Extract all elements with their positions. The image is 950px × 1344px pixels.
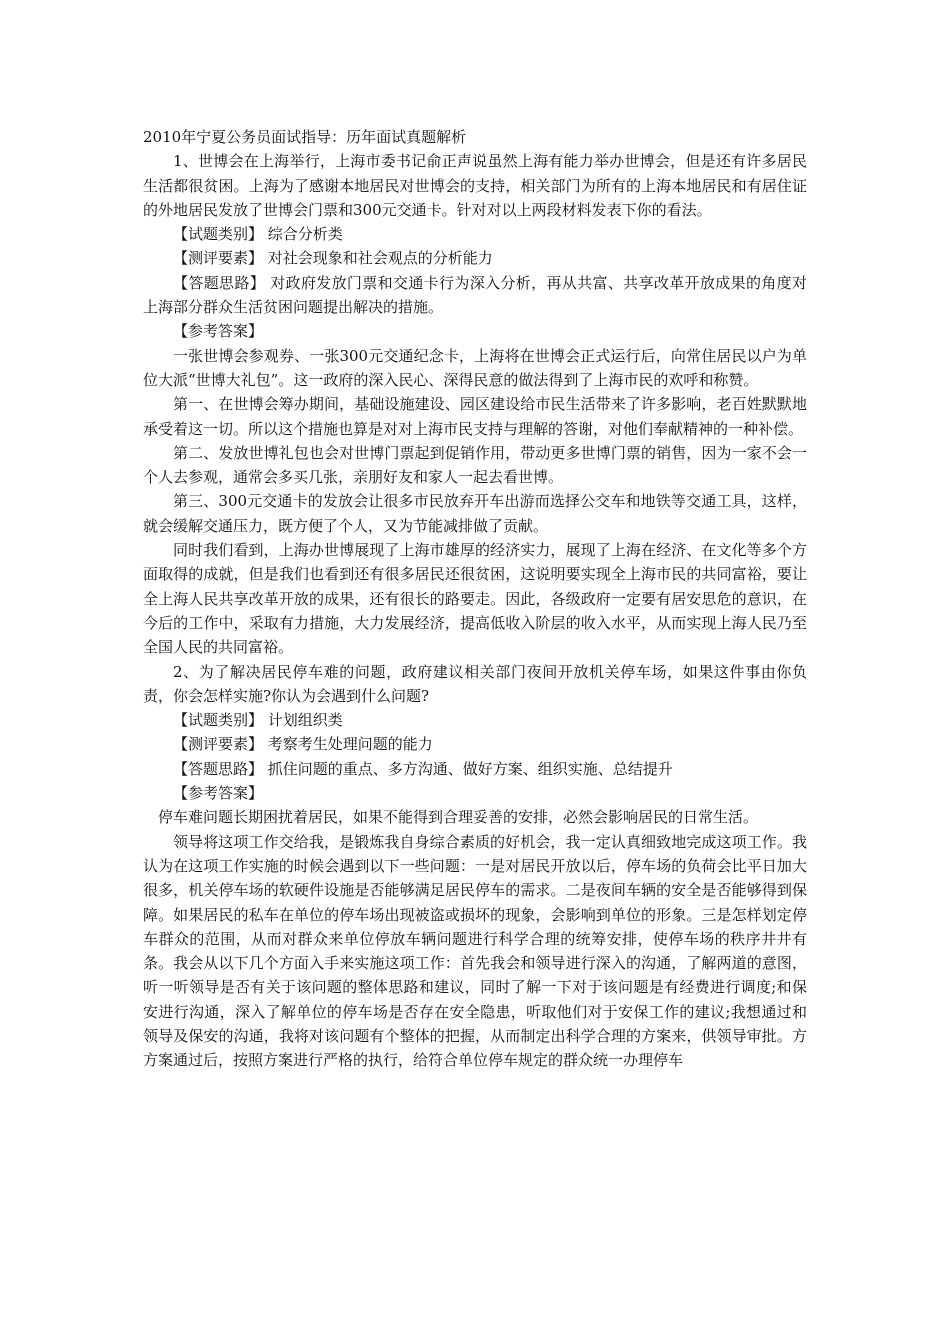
q2-answer-paragraph: 领导将这项工作交给我，是锻炼我自身综合素质的好机会，我一定认真细致地完成这项工作。我认为在这项工作实施的时候会遇到以下一些问题：一是对居民开放以后，停车场的负荷会比平日加大很多，机关停车场的软硬件设施是否能够满足居民停车的需求。二是夜间车辆的安全是否能够得到保障。如果居民的私车在单位的停车场出现被盗或损坏的现象，会影响到单位的形象。三是怎样划定停车群众的范围，从而对群众来单位停放车辆问题进行科学合理的统筹安排，使停车场的秩序井井有条。我会从以下几个方面入手来实施这项工作：首先我会和领导进行深入的沟通，了解两道的意图，听一听领导是否有关于该问题的整体思路和建议，同时了解一下对于该问题是有经费进行调度;和保安进行沟通，深入了解单位的停车场是否存在安全隐患，听取他们对于安保工作的建议;我想通过和领导及保安的沟通，我将对该问题有个整体的把握，从而制定出科学合理的方案来，供领导审批。方方案通过后，按照方案进行严格的执行，给符合单位停车规定的群众统一办理停车 [143, 832, 807, 1070]
q1-answer-paragraph: 第一、在世博会筹办期间，基础设施建设、园区建设给市民生活带来了许多影响，老百姓默默地承受着这一切。所以这个措施也算是对对上海市民支持与理解的答谢，对他们奉献精神的一种补偿。 [143, 395, 807, 438]
q2-category: 【试题类别】 计划组织类 [173, 711, 343, 730]
q2-evaluation-element: 【测评要素】 考察考生处理问题的能力 [173, 735, 433, 754]
question-1: 1、世博会在上海举行，上海市委书记俞正声说虽然上海有能力举办世博会，但是还有许多居民生活都很贫困。上海为了感谢本地居民对世博会的支持，相关部门为所有的上海本地居民和有居住证的外地居民发放了世博会门票和300元交通卡。针对对以上两段材料发表下你的看法。 [143, 152, 807, 219]
document-title: 2010年宁夏公务员面试指导：历年面试真题解析 [143, 128, 467, 146]
q2-answer-paragraph: 停车难问题长期困扰着居民，如果不能得到合理妥善的安排，必然会影响居民的日常生活。 [158, 808, 759, 827]
q1-answer-paragraph: 第二、发放世博礼包也会对世博门票起到促销作用，带动更多世博门票的销售，因为一家不会一个人去参观，通常会多买几张，亲朋好友和家人一起去看世博。 [143, 443, 807, 487]
q1-answer-paragraph: 同时我们看到，上海办世博展现了上海市雄厚的经济实力，展现了上海在经济、在文化等多个方面取得的成就，但是我们也看到还有很多居民还很贫困，这说明要实现全上海市民的共同富裕，要让全上海人民共享改革开放的成果，还有很长的路要走。因此，各级政府一定要有居安思危的意识，在今后的工作中，采取有力措施，大力发展经济，提高低收入阶层的收入水平，从而实现上海人民乃至全国人民的共同富裕。 [143, 541, 807, 657]
q1-category: 【试题类别】 综合分析类 [173, 225, 343, 244]
q1-answer-paragraph: 一张世博会参观券、一张300元交通纪念卡，上海将在世博会正式运行后，向常住居民以户为单位大派“世博大礼包”。这一政府的深入民心、深得民意的做法得到了上海市民的欢呼和称赞。 [143, 346, 807, 389]
q1-approach: 【答题思路】 对政府发放门票和交通卡行为深入分析，再从共富、共享改革开放成果的角度对上海部分群众生活贫困问题提出解决的措施。 [143, 273, 807, 317]
q2-answer-label: 【参考答案】 [173, 784, 264, 803]
document-body [143, 125, 807, 1073]
q1-answer-paragraph: 第三、300元交通卡的发放会让很多市民放弃开车出游而选择公交车和地铁等交通工具，这样，就会缓解交通压力，既方便了个人，又为节能减排做了贡献。 [143, 492, 807, 535]
q2-approach: 【答题思路】 抓住问题的重点、多方沟通、做好方案、组织实施、总结提升 [173, 759, 673, 778]
q1-evaluation-element: 【测评要素】 对社会现象和社会观点的分析能力 [173, 249, 493, 268]
question-2: 2、为了解决居民停车难的问题，政府建议相关部门夜间开放机关停车场，如果这件事由你负责，你会怎样实施?你认为会遇到什么问题? [143, 662, 807, 705]
q1-answer-label: 【参考答案】 [173, 322, 264, 341]
